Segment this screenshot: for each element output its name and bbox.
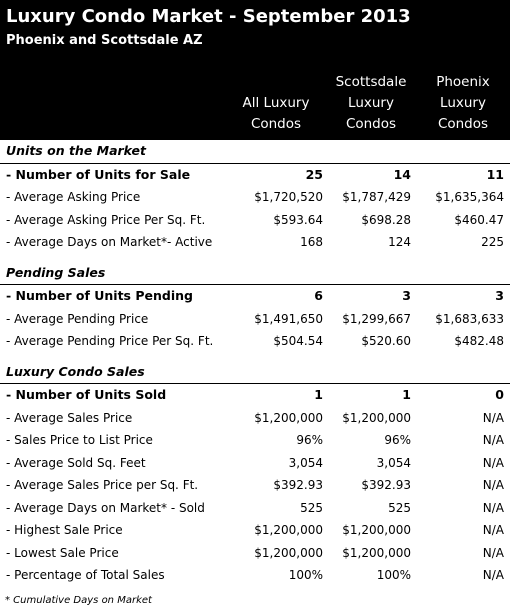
table-row: - Highest Sale Price $1,200,000 $1,200,000 N/A [6,523,504,537]
table-row: - Number of Units for Sale 25 14 11 [0,163,510,187]
table-row: - Number of Units Sold 1 1 0 [0,383,510,407]
column-header-phoenix: Phoenix Luxury Condos [436,74,490,132]
table-row: - Average Sales Price $1,200,000 $1,200,000 N/A [6,410,504,425]
report-header [0,0,510,140]
table-row: - Average Days on Market* - Sold 525 525 N/A [6,500,504,515]
report-table [0,140,510,587]
section-title: Pending Sales [6,264,106,280]
table-row: - Average Asking Price Per Sq. Ft. $593.64 $698.28 $460.47 [6,212,504,227]
section-title: Luxury Condo Sales [6,363,145,379]
table-row: - Average Sold Sq. Feet 3,054 3,054 N/A [6,455,504,470]
column-header-scottsdale: Scottsdale Luxury Condos [335,74,407,132]
section-title: Units on the Market [6,143,147,158]
report-subtitle: Phoenix and Scottsdale AZ [6,33,203,48]
footnote: * Cumulative Days on Market [5,595,152,606]
table-row: - Percentage of Total Sales 100% 100% N/A [6,568,504,582]
table-row: - Sales Price to List Price 96% 96% N/A [6,433,504,447]
section-spacer [0,353,510,361]
table-row: - Average Pending Price Per Sq. Ft. $504.54 $520.60 $482.48 [6,334,504,348]
table-row: - Average Sales Price per Sq. Ft. $392.93 $392.93 N/A [6,478,504,492]
table-row: - Average Days on Market*- Active 168 124 225 [6,235,504,249]
table-row: - Average Pending Price $1,491,650 $1,299,667 $1,683,633 [6,311,504,326]
section-spacer [0,254,510,262]
table-row: - Average Asking Price $1,720,520 $1,787,429 $1,635,364 [6,190,504,204]
report-title: Luxury Condo Market - September 2013 [6,6,411,27]
table-row: - Number of Units Pending 6 3 3 [0,284,510,308]
column-header-all-luxury: All Luxury Condos [242,95,310,132]
table-row: - Lowest Sale Price $1,200,000 $1,200,000 N/A [6,545,504,560]
